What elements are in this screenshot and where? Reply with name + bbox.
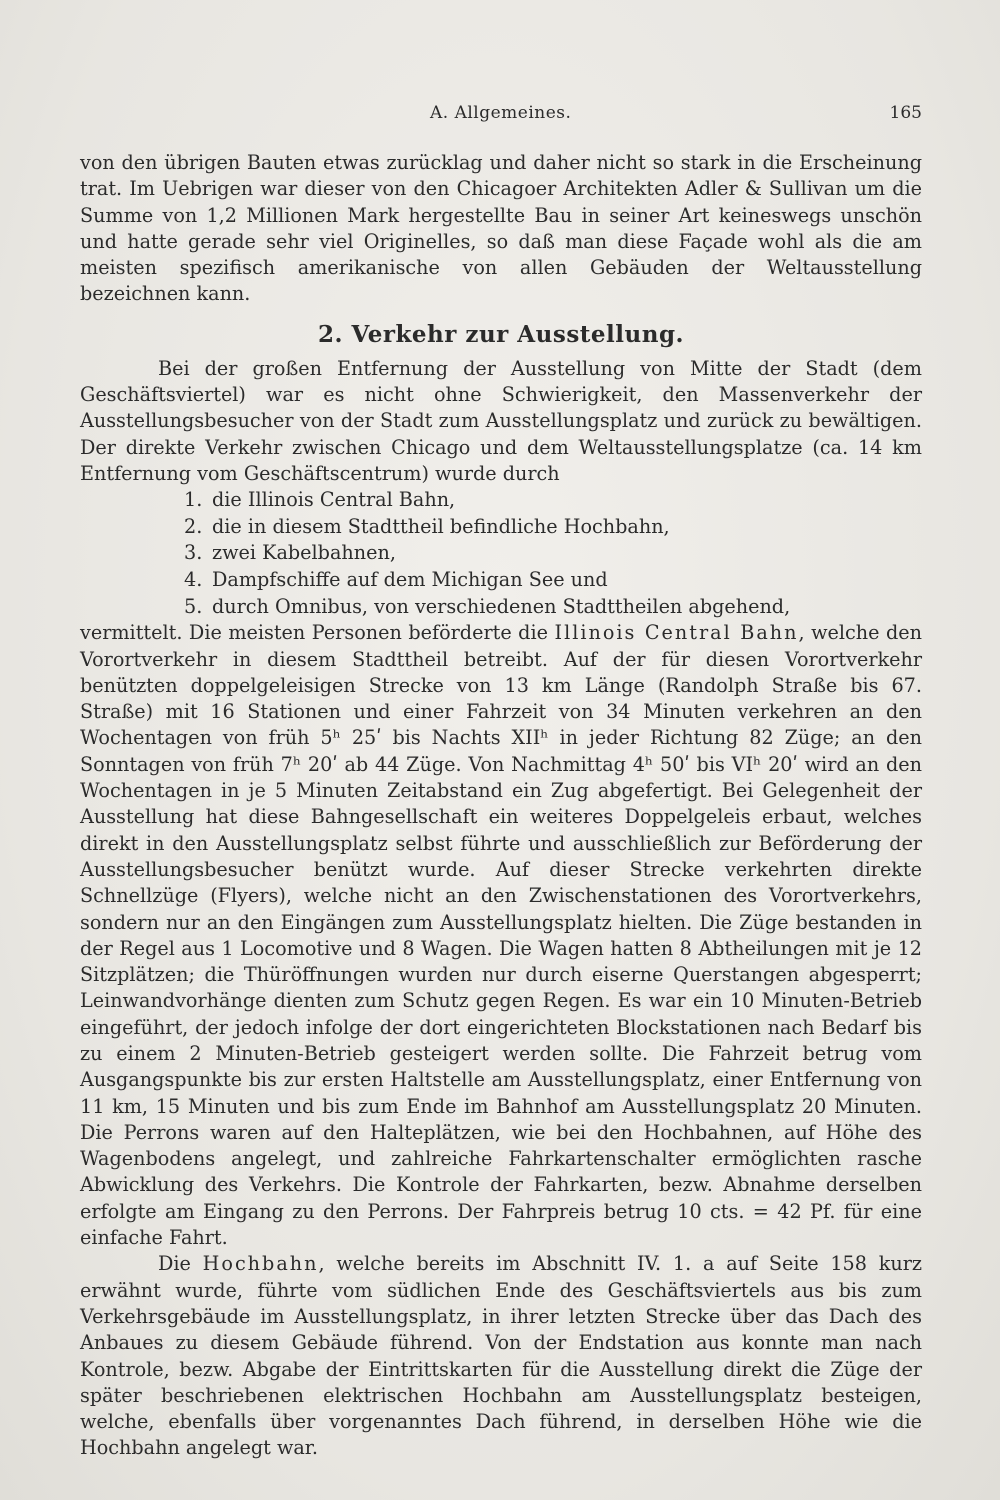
page-number: 165 xyxy=(889,103,922,123)
numbered-list xyxy=(80,487,922,620)
list-number: 4. xyxy=(184,568,203,592)
list-number: 2. xyxy=(184,514,203,538)
list-item xyxy=(184,487,922,514)
running-head: A. Allgemeines. xyxy=(430,103,572,123)
list-number: 1. xyxy=(184,488,203,512)
list-item-text: durch Omnibus, von verschiedenen Stadttheilen abgehend, xyxy=(212,594,791,618)
paragraph xyxy=(80,620,922,1251)
page-header xyxy=(80,103,922,131)
body-text xyxy=(80,150,922,1462)
list-item xyxy=(184,540,922,567)
paragraph: Bei der großen Entfernung der Ausstellung von Mitte der Stadt (dem Geschäftsviertel) war es nicht ohne Schwierigkeit, den Massenverkehr der Ausstellungsbesucher von der Stadt zum Ausstellungsplatz und zurück zu bewältigen. Der direkte Verkehr zwischen Chicago und dem Weltausstellungsplatze (ca. 14 km Entfernung vom Geschäftscentrum) wurde durch xyxy=(80,356,922,485)
section-heading: 2. Verkehr zur Ausstellung. xyxy=(317,320,685,348)
list-number: 3. xyxy=(184,541,203,565)
list-item-text: Dampfschiffe auf dem Michigan See und xyxy=(212,568,608,592)
emphasized-term: Illinois Central Bahn xyxy=(554,621,799,645)
list-item-text: zwei Kabelbahnen, xyxy=(212,541,396,565)
list-item xyxy=(184,514,922,541)
paragraph-text: , welche den Vorortverkehr in diesem Stadttheil betreibt. Auf der für diesen Vorortverkehr benützten doppelgeleisigen Strecke von 13 km Länge (Randolph Straße bis 67. Straße) mit 16 Stationen und einer Fahrzeit von 34 Minuten verkehren an den Wochentagen von früh 5ʰ 25ʹ bis Nachts XIIʰ in jeder Richtung 82 Züge; an den Sonntagen von früh 7ʰ 20ʹ ab 44 Züge. Von Nachmittag 4ʰ 50ʹ bis VIʰ 20ʹ wird an den Wochentagen in je 5 Minuten Zeitabstand ein Zug abgefertigt. Bei Gelegenheit der Ausstellung hat diese Bahngesellschaft ein weiteres Doppelgeleis erbaut, welches direkt in den Ausstellungsplatz selbst führte und ausschließlich zur Beförderung der Ausstellungsbesucher benützt wurde. Auf dieser Strecke verkehrten direkte Schnellzüge (Flyers), welche nicht an den Zwischenstationen des Vorortverkehrs, sondern nur an den Eingängen zum Ausstellungsplatz hielten. Die Züge bestanden in der Regel aus 1 Locomotive und 8 Wagen. Die Wagen hatten 8 Abtheilungen mit je 12 Sitzplätzen; die Thüröffnungen wurden nur durch eiserne Querstangen abgesperrt; Leinwandvorhänge dienten zum Schutz gegen Regen. Es war ein 10 Minuten-Betrieb eingeführt, der jedoch infolge der dort eingerichteten Blockstationen nach Bedarf bis zu einem 2 Minuten-Betrieb gesteigert werden sollte. Die Fahrzeit betrug vom Ausgangspunkte bis zur ersten Haltstelle am Ausstellungsplatz, einer Entfernung von 11 km, 15 Minuten und bis zum Ende im Bahnhof am Ausstellungsplatz 20 Minuten. Die Perrons waren auf den Halteplätzen, wie bei den Hochbahnen, auf Höhe des Wagenbodens angelegt, und zahlreiche Fahrkartenschalter ermöglichten rasche Abwicklung des Verkehrs. Die Kontrole der Fahrkarten, bezw. Abnahme derselben erfolgte am Eingang zu den Perrons. Der Fahrpreis betrug 10 cts. = 42 Pf. für eine einfache Fahrt. xyxy=(80,621,922,1250)
list-item xyxy=(184,594,922,621)
list-item xyxy=(184,567,922,594)
paragraph-text: Die xyxy=(158,1252,203,1276)
emphasized-term: Hochbahn xyxy=(202,1252,319,1276)
paragraph xyxy=(80,1251,922,1461)
list-number: 5. xyxy=(184,594,203,618)
paragraph-text: , welche bereits im Abschnitt IV. 1. a auf Seite 158 kurz erwähnt wurde, führte vom südlichen Ende des Geschäftsviertels aus bis zum Verkehrsgebäude im Ausstellungsplatz, in ihrer letzten Strecke über das Dach des Anbaues zu diesem Gebäude führend. Von der Endstation aus konnte man nach Kontrole, bezw. Abgabe der Eintrittskarten für die Ausstellung direkt die Züge der später beschriebenen elektrischen Hochbahn am Ausstellungsplatz besteigen, welche, ebenfalls über vorgenanntes Dach führend, in derselben Höhe wie die Hochbahn angelegt war. xyxy=(80,1252,922,1460)
paragraph: von den übrigen Bauten etwas zurücklag und daher nicht so stark in die Erscheinung trat. Im Uebrigen war dieser von den Chicagoer Architekten Adler & Sullivan um die Summe von 1,2 Millionen Mark hergestellte Bau in seiner Art keineswegs unschön und hatte gerade sehr viel Originelles, so daß man diese Façade wohl als die am meisten spezifisch amerikanische von allen Gebäuden der Weltausstellung bezeichnen kann. xyxy=(80,151,922,306)
list-item-text: die Illinois Central Bahn, xyxy=(212,488,456,512)
list-item-text: die in diesem Stadttheil befindliche Hochbahn, xyxy=(212,514,670,538)
paragraph-text: vermittelt. Die meisten Personen beförderte die xyxy=(80,621,555,645)
